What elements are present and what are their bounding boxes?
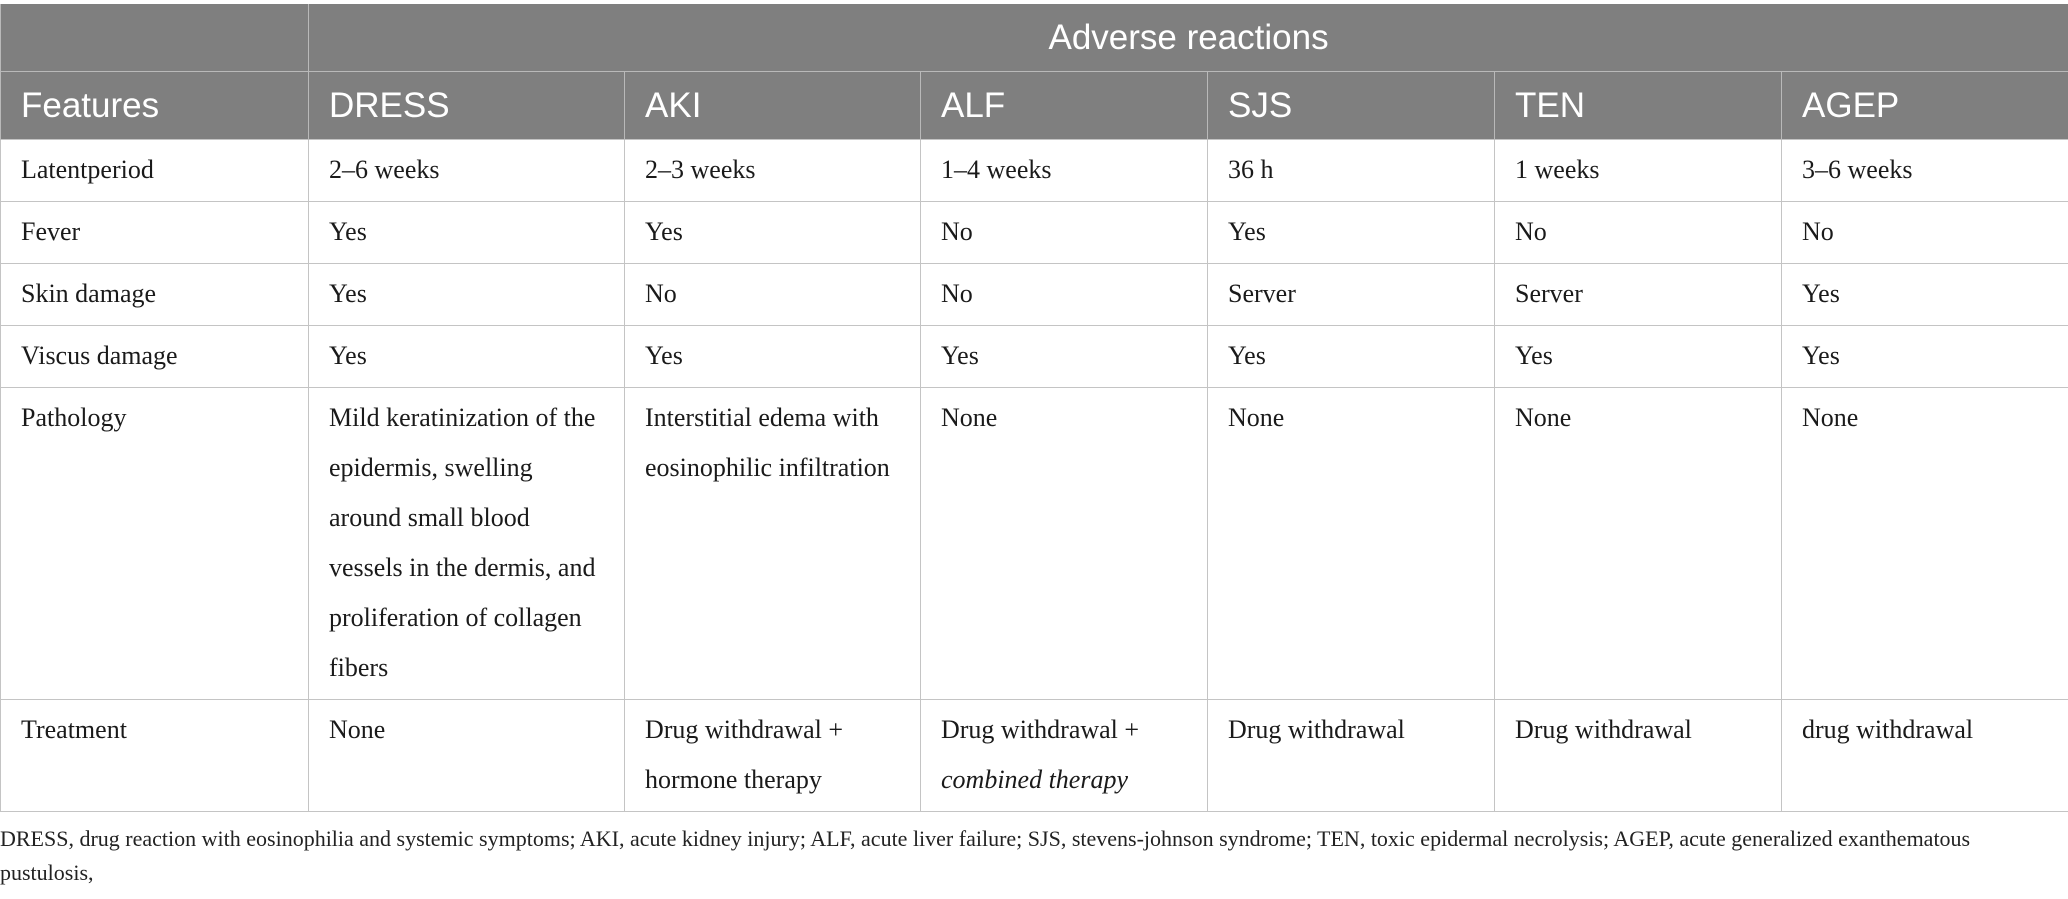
table-cell: No <box>625 264 921 326</box>
table-container <box>0 4 2068 812</box>
table-row-pathology <box>1 388 2068 700</box>
row-label: Fever <box>1 202 309 264</box>
table-row-fever <box>1 202 2068 264</box>
table-cell: Server <box>1208 264 1495 326</box>
table-cell: No <box>921 264 1208 326</box>
table-cell: 1–4 weeks <box>921 140 1208 202</box>
table-cell: None <box>1782 388 2068 700</box>
header-col-ten: TEN <box>1495 72 1782 140</box>
table-cell: Drug withdrawal <box>1495 700 1782 812</box>
alf-treatment-italic: combined therapy <box>941 765 1129 794</box>
table-cell: Yes <box>1495 326 1782 388</box>
table-cell: Yes <box>309 264 625 326</box>
table-cell: 36 h <box>1208 140 1495 202</box>
row-label: Latentperiod <box>1 140 309 202</box>
table-cell: No <box>921 202 1208 264</box>
header-col-alf: ALF <box>921 72 1208 140</box>
row-label: Viscus damage <box>1 326 309 388</box>
table-cell: None <box>921 388 1208 700</box>
table-cell: Server <box>1495 264 1782 326</box>
alf-treatment-text: Drug withdrawal + <box>941 715 1140 744</box>
header-group-adverse-reactions: Adverse reactions <box>309 4 2068 72</box>
table-cell: 2–6 weeks <box>309 140 625 202</box>
table-cell: 1 weeks <box>1495 140 1782 202</box>
header-row-columns <box>1 72 2068 140</box>
table-footnote: DRESS, drug reaction with eosinophilia and systemic symptoms; AKI, acute kidney injury; ALF, acute liver failure; SJS, stevens-johnson syndrome; TEN, toxic epidermal necrolysis; AGEP, acute generalized exanthematous pustulosis, <box>0 826 1971 885</box>
table-cell: Yes <box>1208 202 1495 264</box>
table-cell: Yes <box>921 326 1208 388</box>
table-row-latentperiod <box>1 140 2068 202</box>
table-cell: Drug withdrawal + hormone therapy <box>625 700 921 812</box>
table-row-treatment <box>1 700 2068 812</box>
header-col-aki: AKI <box>625 72 921 140</box>
header-empty-cell <box>1 4 309 72</box>
table-cell: Mild keratinization of the epidermis, swelling around small blood vessels in the dermis, and proliferation of collagen fibers <box>309 388 625 700</box>
row-label: Pathology <box>1 388 309 700</box>
table-cell: No <box>1495 202 1782 264</box>
table-cell: drug withdrawal <box>1782 700 2068 812</box>
adverse-reactions-table <box>0 4 2068 812</box>
table-cell: None <box>1208 388 1495 700</box>
table-cell: None <box>309 700 625 812</box>
header-col-sjs: SJS <box>1208 72 1495 140</box>
table-cell: Yes <box>625 326 921 388</box>
table-cell: Yes <box>625 202 921 264</box>
table-cell: Drug withdrawal <box>1208 700 1495 812</box>
table-cell: 3–6 weeks <box>1782 140 2068 202</box>
table-cell: No <box>1782 202 2068 264</box>
row-label: Skin damage <box>1 264 309 326</box>
table-cell: Yes <box>1208 326 1495 388</box>
header-col-agep: AGEP <box>1782 72 2068 140</box>
table-cell: Yes <box>1782 326 2068 388</box>
table-cell: Interstitial edema with eosinophilic infiltration <box>625 388 921 700</box>
table-cell: Yes <box>309 326 625 388</box>
table-cell: Yes <box>1782 264 2068 326</box>
header-row-group <box>1 4 2068 72</box>
row-label: Treatment <box>1 700 309 812</box>
table-row-viscus-damage <box>1 326 2068 388</box>
table-cell-alf-treatment <box>921 700 1208 812</box>
table-row-skin-damage <box>1 264 2068 326</box>
header-features: Features <box>1 72 309 140</box>
table-cell: 2–3 weeks <box>625 140 921 202</box>
table-cell: None <box>1495 388 1782 700</box>
header-col-dress: DRESS <box>309 72 625 140</box>
table-cell: Yes <box>309 202 625 264</box>
